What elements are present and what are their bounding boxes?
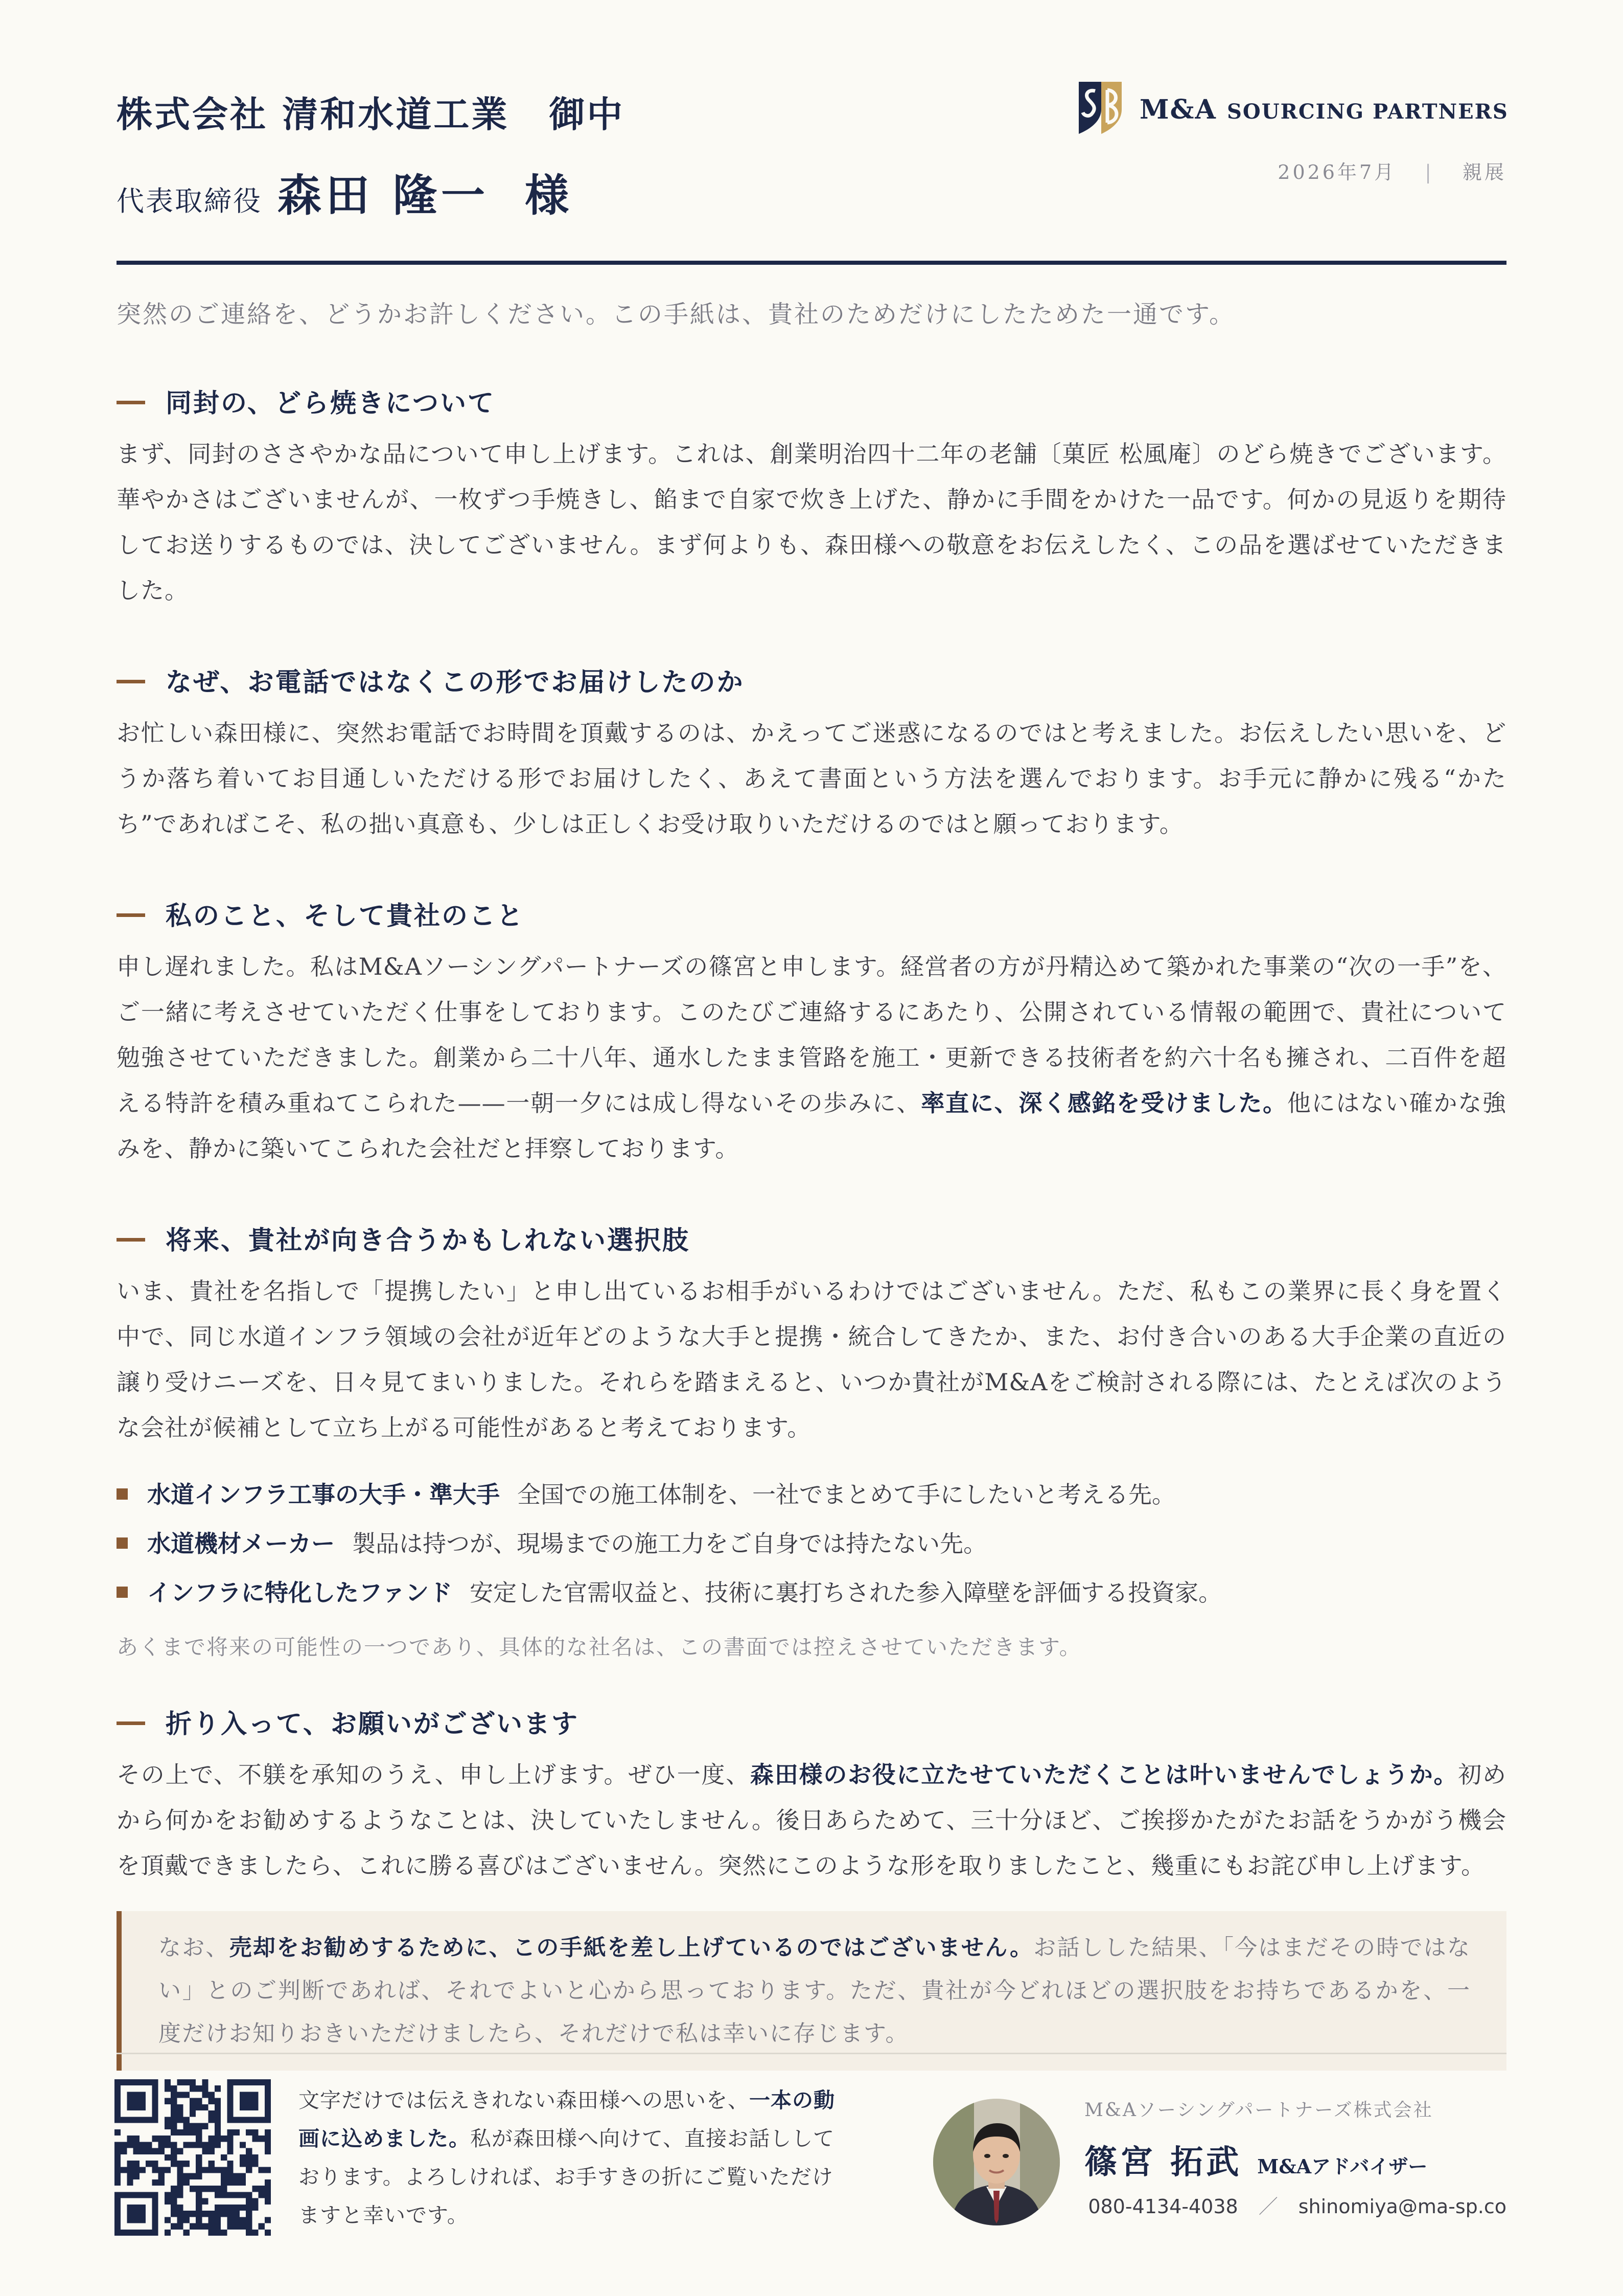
- list-item-desc: 製品は持つが、現場までの施工力をご自身では持たない先。: [352, 1530, 987, 1557]
- brand-block: [1076, 80, 1510, 137]
- section-note: あくまで将来の可能性の一つであり、具体的な社名は、この書面では控えさせていただきます。: [117, 1635, 1082, 1660]
- section-title-text: 私のこと、そして貴社のこと: [166, 901, 525, 931]
- letter-meta: [1278, 156, 1506, 185]
- header-divider: [117, 261, 1506, 265]
- brand-name: [1140, 94, 1509, 125]
- addressee-honorific: 御中: [549, 93, 625, 135]
- sender-email[interactable]: shinomiya@ma-sp.co: [1298, 2195, 1506, 2218]
- brand-name-rest: SOURCING PARTNERS: [1226, 100, 1509, 124]
- sender-name: 篠宮 拓武: [1084, 2143, 1242, 2182]
- para-text: その上で、不躾を承知のうえ、申し上げます。ぜひ一度、: [117, 1761, 751, 1788]
- recipient-name: 森田 隆一: [277, 170, 489, 221]
- candidate-list: [117, 1470, 1506, 1617]
- list-item: [117, 1519, 1506, 1568]
- video-message-text: 文字だけでは伝えきれない森田様への思いを、: [298, 2088, 749, 2113]
- callout-text: [158, 1926, 1471, 2055]
- sender-phone[interactable]: 080-4134-4038: [1088, 2195, 1238, 2218]
- letter-date: 2026年7月: [1278, 161, 1397, 183]
- section-title-text: なぜ、お電話ではなくこの形でお届けしたのか: [166, 667, 745, 698]
- para-text: 申し遅れました。私はM&Aソーシングパートナーズの篠宮と申します。経営者の方が丹精込めて築かれた事業の“次の一手”を、ご一緒に考えさせていただく仕事をしております。このたびご連絡するにあたり、公開されている情報の範囲で、貴社について勉強させていただきました。創業から二十八年、通水したまま管路を施工・更新できる技術者を約六十名も擁され、二百件を超える特許を積み重ねてこられた——一朝一夕には成し得ないその歩みに、: [117, 953, 1506, 1117]
- section-dash: [117, 401, 145, 404]
- section-dash: [117, 1721, 145, 1725]
- list-item: [117, 1568, 1506, 1617]
- confidential-mark: 親展: [1462, 161, 1506, 183]
- list-item: [117, 1470, 1506, 1519]
- sender-contact: [1088, 2191, 1506, 2219]
- contact-separator: ／: [1258, 2195, 1278, 2218]
- qr-code-icon[interactable]: [114, 2079, 271, 2236]
- section-dash: [117, 680, 145, 683]
- callout-box: [117, 1911, 1506, 2071]
- callout-emphasis: 売却をお勧めするために、この手紙を差し上げているのではございません。: [229, 1935, 1034, 1961]
- recipient-suffix: 様: [524, 170, 569, 221]
- section-title-text: 同封の、どら焼きについて: [166, 388, 495, 419]
- addressee-block: [117, 86, 624, 223]
- section-title: [117, 664, 1506, 700]
- section-title: [117, 1706, 1506, 1742]
- bullet-square-icon: [117, 1587, 128, 1598]
- section-paragraph: いま、貴社を名指しで「提携したい」と申し出ているお相手がいるわけではございません。ただ、私もこの業界に長く身を置く中で、同じ水道インフラ領域の会社が近年どのような大手と提携・統合してきたか、また、お付き合いのある大手企業の直近の譲り受けニーズを、日々見てまいりました。それらを踏まえると、いつか貴社がM&Aをご検討される際には、たとえば次のような会社が候補として立ち上がる可能性があると考えております。: [117, 1277, 1506, 1441]
- section-title: [117, 385, 1506, 421]
- letter-body: [117, 296, 1506, 2071]
- section-paragraph: [117, 944, 1506, 1172]
- list-item-label: インフラに特化したファンド: [147, 1579, 453, 1606]
- brand-logo-icon: [1076, 80, 1125, 136]
- addressee-person-line: [117, 160, 624, 223]
- meta-separator: |: [1425, 161, 1434, 183]
- sender-company: M&Aソーシングパートナーズ株式会社: [1084, 2100, 1433, 2121]
- callout-text-part: なお、: [158, 1935, 229, 1961]
- bullet-square-icon: [117, 1537, 128, 1549]
- para-text: 他にはない確かな強みを、静かに築いてこられた会社だと拝察しております。: [117, 1089, 1507, 1162]
- video-message: [298, 2081, 850, 2235]
- sender-signature: [1084, 2096, 1433, 2183]
- sender-title: M&Aアドバイザー: [1257, 2155, 1428, 2178]
- addressee-company: 株式会社 清和水道工業: [117, 93, 509, 135]
- section-paragraph: [117, 1752, 1506, 1889]
- para-emphasis: 森田様のお役に立たせていただくことは叶いませんでしょうか。: [750, 1761, 1458, 1788]
- section-title-text: 将来、貴社が向き合うかもしれない選択肢: [166, 1225, 690, 1256]
- section-dash: [117, 913, 145, 917]
- list-item-desc: 安定した官需収益と、技術に裏打ちされた参入障壁を評価する投資家。: [470, 1579, 1222, 1606]
- list-item-label: 水道インフラ工事の大手・準大手: [147, 1481, 500, 1508]
- list-item-label: 水道機材メーカー: [147, 1530, 335, 1557]
- footer-divider: [117, 2053, 1506, 2054]
- intro-text: 突然のご連絡を、どうかお許しください。この手紙は、貴社のためだけにしたためた一通です。: [117, 300, 1236, 329]
- sender-name-line: [1084, 2136, 1433, 2183]
- para-emphasis: 率直に、深く感銘を受けました。: [921, 1089, 1287, 1117]
- recipient-role: 代表取締役: [117, 185, 262, 217]
- para-text: 初めから何かをお勧めするようなことは、決していたしません。後日あらためて、三十分ほど、ご挨拶かたがたお話をうかがう機会を頂戴できましたら、これに勝る喜びはございません。突然にこのような形を取りましたこと、幾重にもお詫び申し上げます。: [117, 1761, 1506, 1879]
- video-message-emphasis: 一本の動画に込めました。: [298, 2088, 835, 2151]
- section-title-text: 折り入って、お願いがございます: [166, 1709, 579, 1739]
- video-message-text: 私が森田様へ向けて、直接お話ししております。よろしければ、お手すきの折にご覧いただけますと幸いです。: [298, 2126, 835, 2228]
- list-item-desc: 全国での施工体制を、一社でまとめて手にしたいと考える先。: [517, 1481, 1175, 1508]
- section-paragraph: お忙しい森田様に、突然お電話でお時間を頂戴するのは、かえってご迷惑になるのではと考えました。お伝えしたい思いを、どうか落ち着いてお目通しいただける形でお届けしたく、あえて書面という方法を選んでおります。お手元に静かに残る“かたち”であればこそ、私の拙い真意も、少しは正しくお受け取りいただけるのではと願っております。: [117, 719, 1506, 838]
- bullet-square-icon: [117, 1488, 128, 1500]
- section-title: [117, 1223, 1506, 1258]
- brand-name-ma: M&A: [1140, 94, 1217, 125]
- section-dash: [117, 1238, 145, 1242]
- section-paragraph: まず、同封のささやかな品について申し上げます。これは、創業明治四十二年の老舗〔菓匠 松風庵〕のどら焼きでございます。華やかさはございませんが、一枚ずつ手焼きし、餡まで自家で炊き上げた、静かに手間をかけた一品です。何かの見返りを期待してお送りするものでは、決してございません。まず何よりも、森田様への敬意をお伝えしたく、この品を選ばせていただきました。: [117, 440, 1506, 604]
- addressee-company-line: [117, 86, 624, 137]
- advisor-portrait: [933, 2099, 1060, 2225]
- section-title: [117, 898, 1506, 934]
- callout-text-part: お話しした結果、「今はまだその時ではない」とのご判断であれば、それでよいと心から思っております。ただ、貴社が今どれほどの選択肢をお持ちであるかを、一度だけお知りおきいただけましたら、それだけで私は幸いに存じます。: [158, 1935, 1471, 2047]
